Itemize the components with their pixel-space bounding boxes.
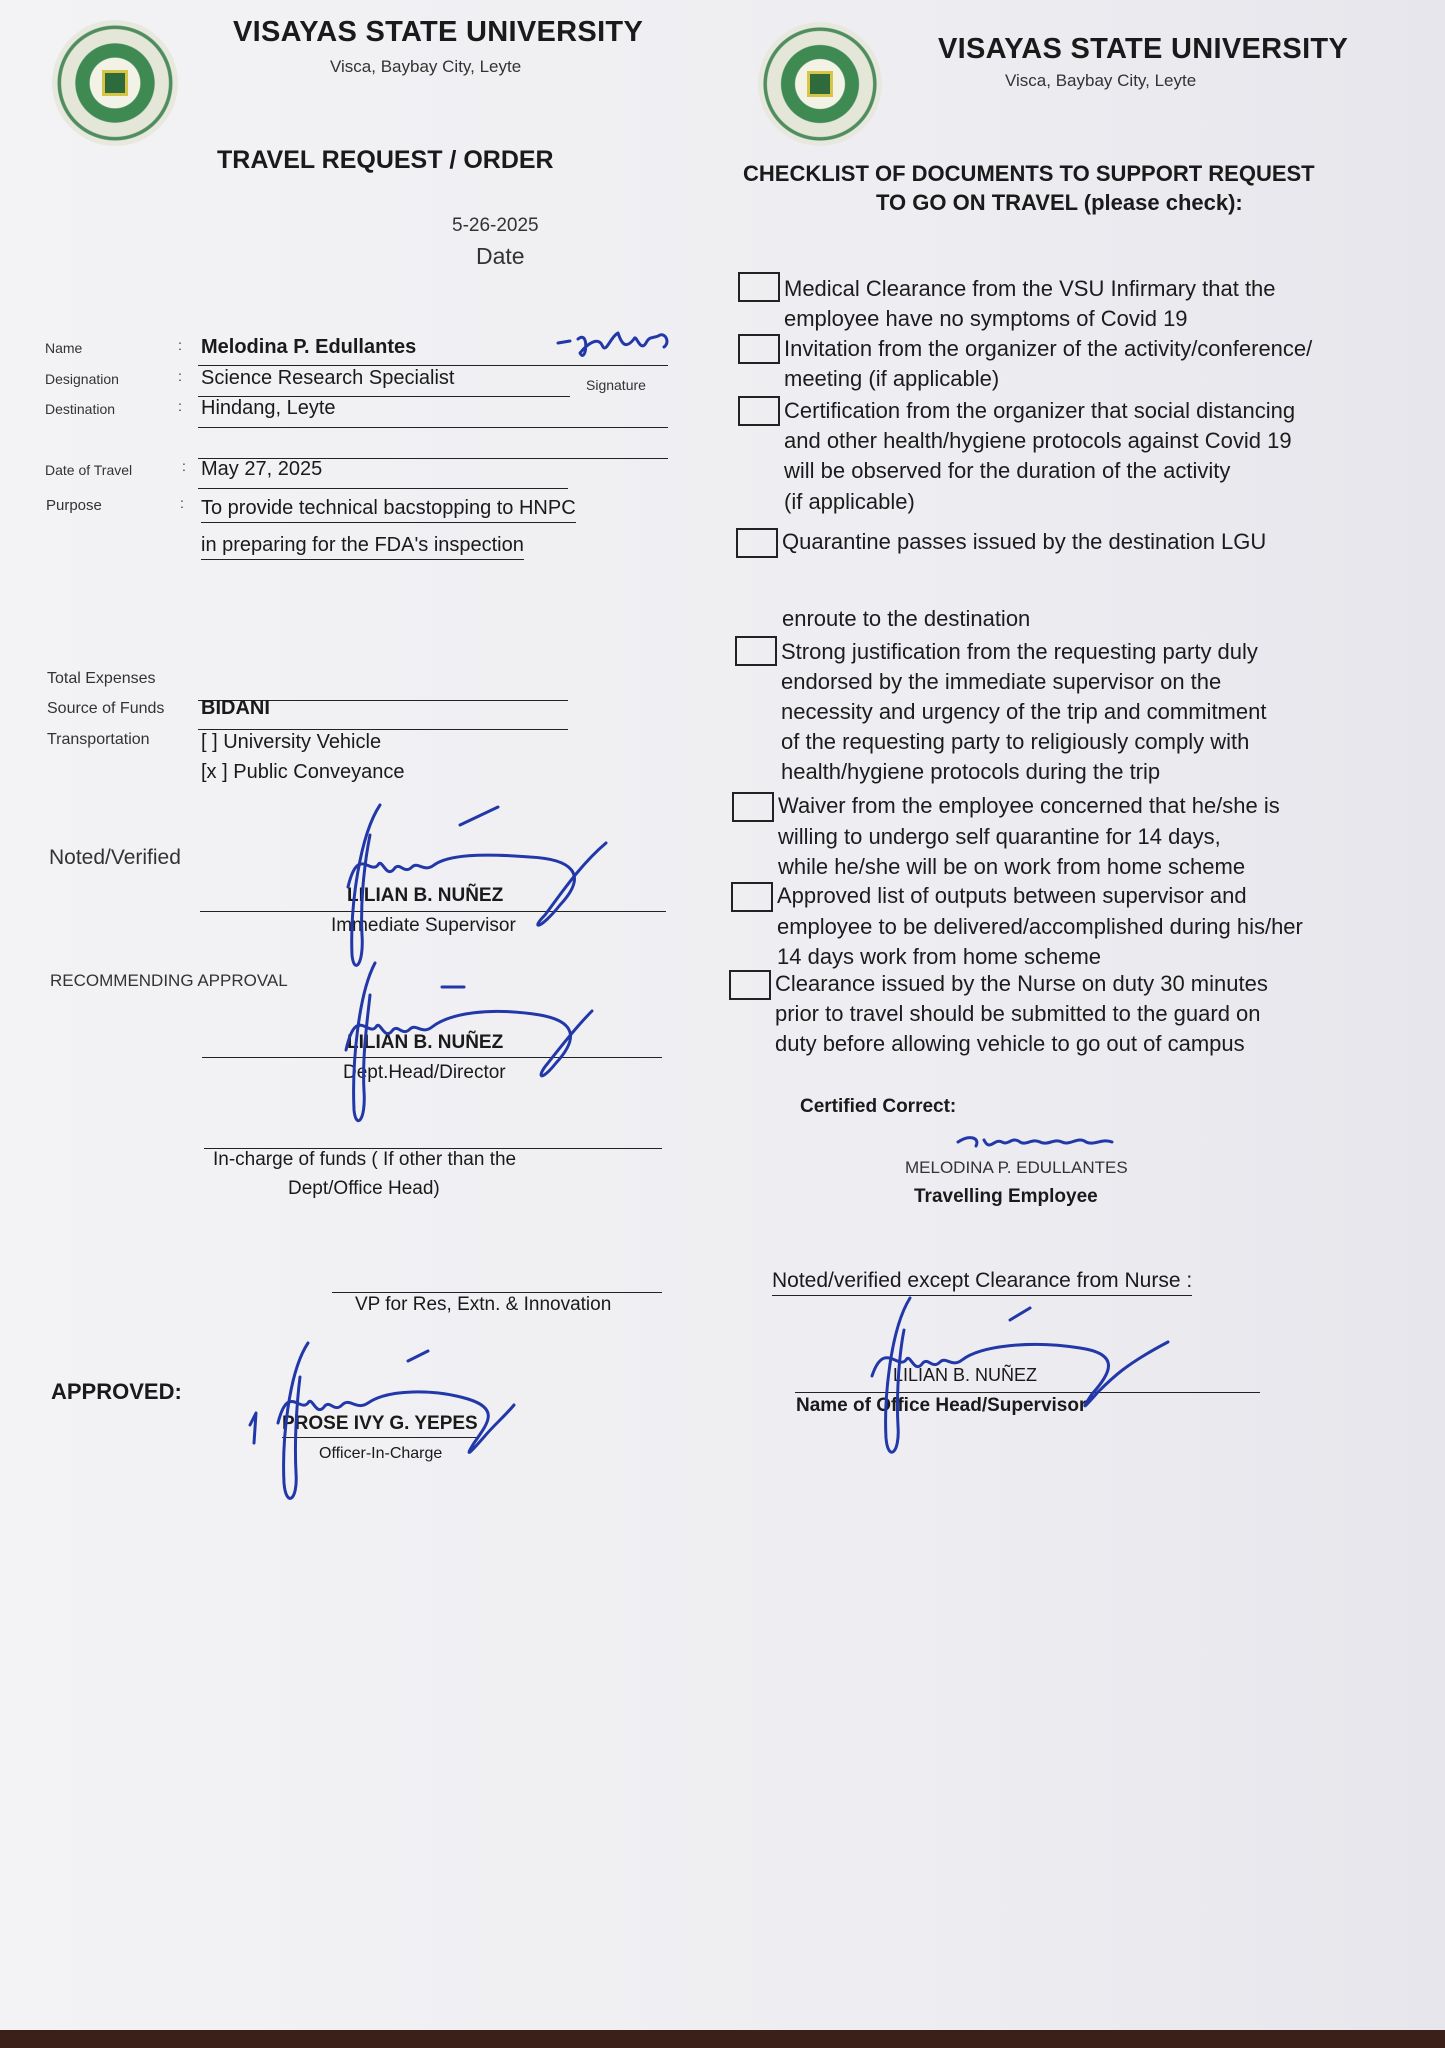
- checklist-item-text: Approved list of outputs between supervisor and: [777, 883, 1247, 908]
- checklist-item-text: and other health/hygiene protocols against Covid 19: [784, 428, 1292, 453]
- colon: :: [180, 495, 184, 511]
- travel-request-title: TRAVEL REQUEST / ORDER: [217, 146, 554, 174]
- checkbox-icon[interactable]: [736, 528, 778, 558]
- noted-signature-line: [200, 911, 666, 912]
- date-of-travel-label: Date of Travel: [45, 462, 133, 478]
- total-expenses-label: Total Expenses: [47, 670, 156, 687]
- date-of-travel-underline: [198, 488, 568, 489]
- checklist-item-text: enroute to the destination: [782, 606, 1031, 631]
- checkbox-icon[interactable]: [731, 882, 773, 912]
- checklist-item-text: Strong justification from the requesting party duly: [781, 639, 1258, 664]
- checklist-item-text: of the requesting party to religiously comply with: [781, 729, 1250, 754]
- signature-label: Signature: [586, 377, 646, 393]
- checklist-item-text: Invitation from the organizer of the activity/conference/: [784, 336, 1313, 361]
- checklist-item-text: Waiver from the employee concerned that he/she is: [778, 793, 1280, 818]
- colon: :: [178, 337, 182, 353]
- checkbox-icon[interactable]: [738, 396, 780, 426]
- checklist-item-text: meeting (if applicable): [784, 366, 1000, 391]
- checklist-item-text: will be observed for the duration of the activity: [784, 458, 1231, 483]
- noted-verified-label: Noted/Verified: [49, 846, 181, 869]
- approver-title: Officer-In-Charge: [319, 1445, 443, 1462]
- checkbox-icon[interactable]: [735, 636, 777, 666]
- source-of-funds-value: BIDANI: [201, 697, 270, 719]
- approved-label: APPROVED:: [51, 1379, 182, 1404]
- checklist-item-text: Clearance issued by the Nurse on duty 30 minutes: [775, 971, 1268, 996]
- request-date-value: 5-26-2025: [452, 215, 539, 236]
- source-of-funds-label: Source of Funds: [47, 700, 165, 717]
- immediate-supervisor-title: Immediate Supervisor: [331, 915, 516, 936]
- recommending-signature-line: [202, 1057, 662, 1058]
- funds-incharge-line-2: Dept/Office Head): [288, 1178, 440, 1199]
- signature-mark: [550, 325, 680, 375]
- checklist-item-text: necessity and urgency of the trip and commitment: [781, 699, 1267, 724]
- university-seal-icon: [758, 22, 882, 146]
- checkbox-icon[interactable]: [738, 272, 780, 302]
- checkbox-icon[interactable]: [729, 970, 771, 1000]
- checklist-item-text: Quarantine passes issued by the destination LGU: [782, 529, 1267, 554]
- colon: :: [178, 368, 182, 384]
- left-university-name: VISAYAS STATE UNIVERSITY: [233, 16, 644, 48]
- approver-name: PROSE IVY G. YEPES: [282, 1413, 478, 1438]
- employee-name: MELODINA P. EDULLANTES: [905, 1158, 1128, 1177]
- checklist-item-text: prior to travel should be submitted to the guard on: [775, 1001, 1261, 1026]
- checklist-item-text: employee to be delivered/accomplished during his/her: [777, 914, 1303, 939]
- vp-signature-line: [332, 1292, 662, 1293]
- checkbox-icon[interactable]: [732, 792, 774, 822]
- dept-head-title: Dept.Head/Director: [343, 1062, 506, 1083]
- purpose-line-2: in preparing for the FDA's inspection: [201, 534, 524, 560]
- office-head-title: Name of Office Head/Supervisor: [796, 1395, 1087, 1416]
- funds-incharge-line-1: In-charge of funds ( If other than the: [213, 1149, 517, 1170]
- left-university-address: Visca, Baybay City, Leyte: [330, 57, 522, 76]
- office-head-name: LILIAN B. NUÑEZ: [893, 1365, 1038, 1385]
- checklist-item-text: (if applicable): [784, 489, 915, 514]
- certified-correct-label: Certified Correct:: [800, 1096, 957, 1117]
- employee-title: Travelling Employee: [914, 1186, 1098, 1207]
- checklist-item-text: 14 days work from home scheme: [777, 944, 1102, 969]
- immediate-supervisor-name: LILIAN B. NUÑEZ: [347, 885, 504, 906]
- destination-label: Destination: [45, 401, 116, 417]
- name-value: Melodina P. Edullantes: [201, 336, 417, 358]
- designation-label: Designation: [45, 371, 119, 387]
- vp-title: VP for Res, Extn. & Innovation: [355, 1294, 612, 1315]
- checklist-title-line-2: TO GO ON TRAVEL (please check):: [876, 190, 1243, 215]
- checklist-item-text: endorsed by the immediate supervisor on the: [781, 669, 1222, 694]
- request-date-label: Date: [476, 243, 525, 269]
- checklist-item-text: duty before allowing vehicle to go out of campus: [775, 1031, 1245, 1056]
- purpose-line-1: To provide technical bacstopping to HNPC: [201, 497, 576, 523]
- name-underline: [198, 365, 668, 366]
- recommending-approval-label: RECOMMENDING APPROVAL: [50, 971, 288, 990]
- checkbox-icon[interactable]: [738, 334, 780, 364]
- right-university-address: Visca, Baybay City, Leyte: [1005, 71, 1197, 90]
- checklist-item-text: willing to undergo self quarantine for 14 days,: [778, 824, 1221, 849]
- colon: :: [178, 398, 182, 414]
- right-university-name: VISAYAS STATE UNIVERSITY: [938, 33, 1349, 65]
- name-label: Name: [45, 340, 83, 356]
- purpose-label: Purpose: [46, 497, 102, 514]
- checklist-title-line-1: CHECKLIST OF DOCUMENTS TO SUPPORT REQUEST: [743, 161, 1315, 186]
- date-of-travel-value: May 27, 2025: [201, 458, 323, 480]
- checklist-item-text: health/hygiene protocols during the trip: [781, 759, 1161, 784]
- dept-head-name: LILIAN B. NUÑEZ: [347, 1032, 504, 1053]
- transport-university-vehicle: [ ] University Vehicle: [201, 731, 382, 753]
- designation-value: Science Research Specialist: [201, 367, 455, 389]
- noted-except-nurse: Noted/verified except Clearance from Nurse :: [772, 1269, 1192, 1296]
- source-of-funds-underline: [198, 729, 568, 730]
- checklist-item-text: while he/she will be on work from home scheme: [778, 854, 1246, 879]
- destination-value: Hindang, Leyte: [201, 397, 336, 419]
- checklist-item-text: employee have no symptoms of Covid 19: [784, 306, 1188, 331]
- checklist-item-text: Medical Clearance from the VSU Infirmary that the: [784, 276, 1276, 301]
- destination-underline: [198, 427, 668, 428]
- transportation-label: Transportation: [47, 731, 150, 748]
- colon: :: [182, 458, 186, 474]
- transport-public-conveyance: [x ] Public Conveyance: [201, 761, 405, 783]
- university-seal-icon: [52, 20, 178, 146]
- office-head-signature-line: [795, 1392, 1260, 1393]
- checklist-item-text: Certification from the organizer that social distancing: [784, 398, 1296, 423]
